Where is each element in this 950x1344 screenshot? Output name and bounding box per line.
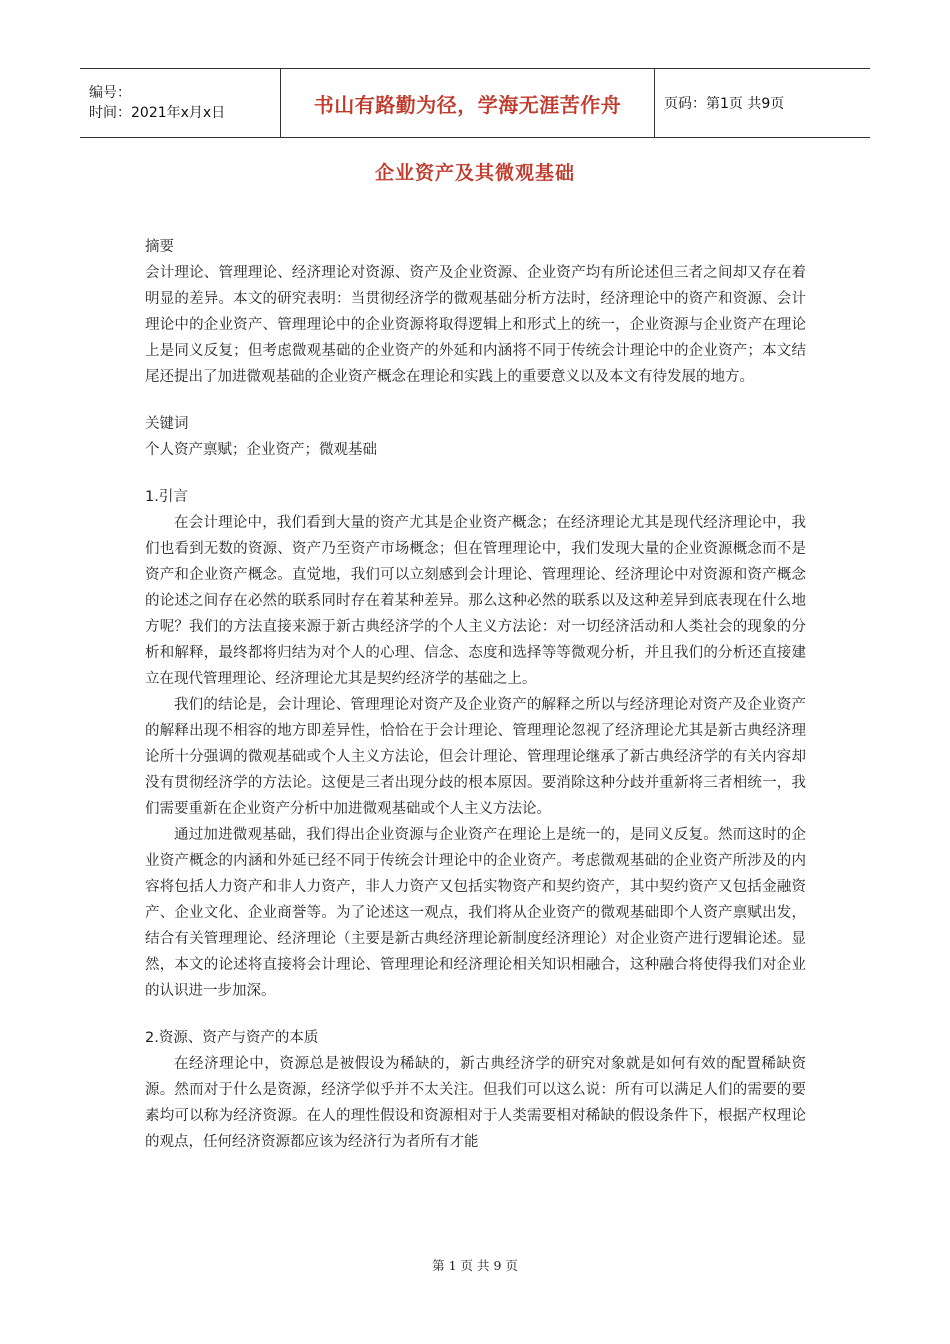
header-page-info bbox=[655, 69, 870, 137]
keywords-label: 关键词 bbox=[145, 416, 189, 432]
header-motto bbox=[281, 69, 655, 137]
section-number: 1. bbox=[145, 489, 159, 505]
document-title: 企业资产及其微观基础 bbox=[374, 162, 575, 184]
abstract-text: 会计理论、管理理论、经济理论对资源、资产及企业资源、企业资产均有所论述但三者之间却又存在着明显的差异。本文的研究表明：当贯彻经济学的微观基础分析方法时，经济理论中的资产和资源、会计理论中的企业资产、管理理论中的企业资源将取得逻辑上和形式上的统一，企业资源与企业资产在理论上是同义反复；但考虑微观基础的企业资产的外延和内涵将不同于传统会计理论中的企业资产；本文结尾还提出了加进微观基础的企业资产概念在理论和实践上的重要意义以及本文有待发展的地方。 bbox=[145, 265, 806, 385]
paragraph: 在经济理论中，资源总是被假设为稀缺的，新古典经济学的研究对象就是如何有效的配置稀缺资源。然而对于什么是资源，经济学似乎并不太关注。但我们可以这么说：所有可以满足人们的需要的要素均可以称为经济资源。在人的理性假设和资源相对于人类需要相对稀缺的假设条件下，根据产权理论的观点，任何经济资源都应该为经济行为者所有才能 bbox=[145, 1056, 806, 1150]
section-heading bbox=[145, 484, 806, 510]
paragraph: 在会计理论中，我们看到大量的资产尤其是企业资产概念；在经济理论尤其是现代经济理论中，我们也看到无数的资源、资产乃至资产市场概念；但在管理理论中，我们发现大量的企业资源概念而不是资产和企业资产概念。直觉地，我们可以立刻感到会计理论、管理理论、经济理论中对资源和资产概念的论述之间存在必然的联系同时存在着某种差异。那么这种必然的联系以及这种差异到底表现在什么地方呢？我们的方法直接来源于新古典经济学的个人主义方法论：对一切经济活动和人类社会的现象的分析和解释，最终都将归结为对个人的心理、信念、态度和选择等等微观分析，并且我们的分析还直接建立在现代管理理论、经济理论尤其是契约经济学的基础之上。 bbox=[145, 515, 806, 687]
keywords-text: 个人资产禀赋；企业资产；微观基础 bbox=[145, 442, 377, 458]
document-date: 时间：2021年x月x日 bbox=[89, 105, 226, 121]
section-title: 引言 bbox=[158, 489, 188, 505]
document-number-label: 编号： bbox=[89, 85, 131, 101]
section-heading bbox=[145, 1025, 806, 1051]
document-body bbox=[145, 234, 806, 1155]
document-header bbox=[80, 68, 870, 138]
abstract-label: 摘要 bbox=[145, 239, 174, 255]
section-title: 资源、资产与资产的本质 bbox=[158, 1030, 319, 1046]
page-footer: 第 1 页 共 9 页 bbox=[432, 1258, 518, 1273]
page-info-text: 页码：第1页 共9页 bbox=[664, 96, 785, 112]
paragraph: 通过加进微观基础，我们得出企业资源与企业资产在理论上是统一的，是同义反复。然而这时的企业资产概念的内涵和外延已经不同于传统会计理论中的企业资产。考虑微观基础的企业资产所涉及的内容将包括人力资产和非人力资产，非人力资产又包括实物资产和契约资产，其中契约资产又包括金融资产、企业文化、企业商誉等。为了论述这一观点，我们将从企业资产的微观基础即个人资产禀赋出发，结合有关管理理论、经济理论（主要是新古典经济理论新制度经济理论）对企业资产进行逻辑论述。显然，本文的论述将直接将会计理论、管理理论和经济理论相关知识相融合，这种融合将使得我们对企业的认识进一步加深。 bbox=[145, 827, 806, 999]
header-meta bbox=[80, 69, 281, 137]
section-number: 2. bbox=[145, 1030, 159, 1046]
motto-text: 书山有路勤为径，学海无涯苦作舟 bbox=[313, 92, 622, 117]
paragraph: 我们的结论是，会计理论、管理理论对资产及企业资产的解释之所以与经济理论对资产及企业资产的解释出现不相容的地方即差异性，恰恰在于会计理论、管理理论忽视了经济理论尤其是新古典经济理论所十分强调的微观基础或个人主义方法论，但会计理论、管理理论继承了新古典经济学的有关内容却没有贯彻经济学的方法论。这便是三者出现分歧的根本原因。要消除这种分歧并重新将三者相统一，我们需要重新在企业资产分析中加进微观基础或个人主义方法论。 bbox=[145, 697, 806, 817]
